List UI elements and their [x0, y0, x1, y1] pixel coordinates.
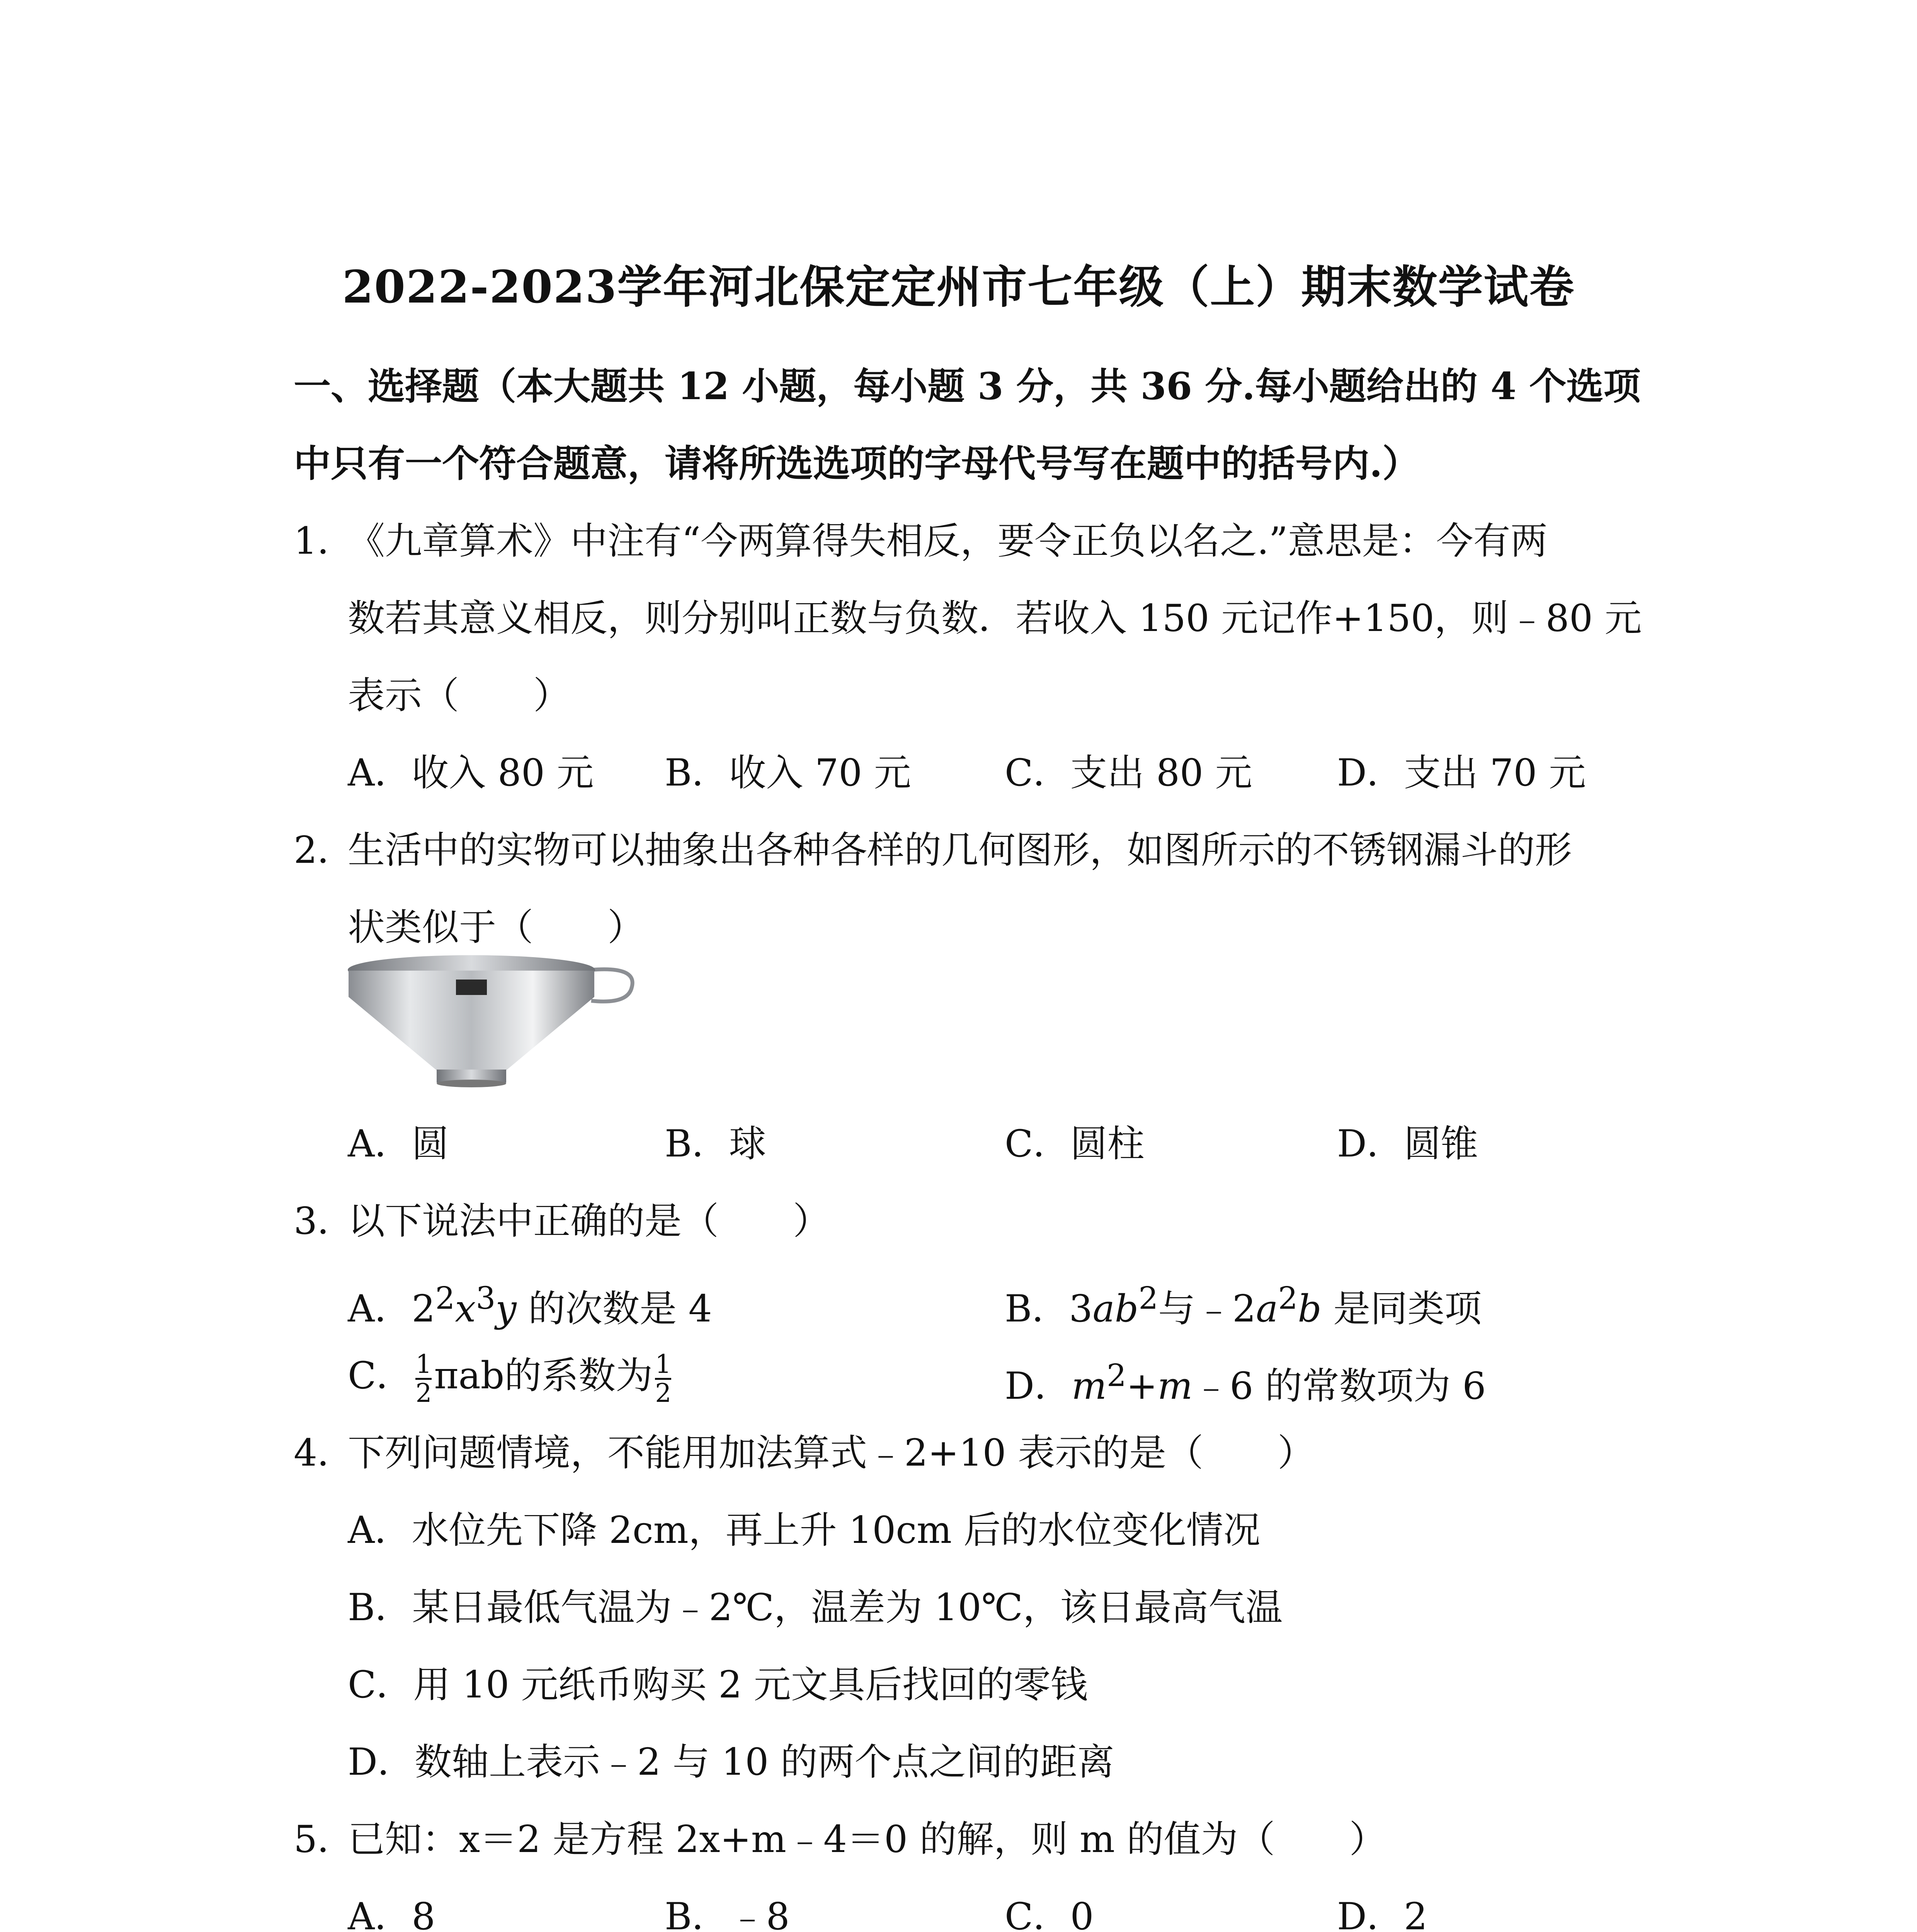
option-a: A．水位先下降 2cm，再上升 10cm 后的水位变化情况 — [348, 1509, 1260, 1552]
option-b: B．某日最低气温为﹣2℃，温差为 10℃，该日最高气温 — [348, 1586, 1283, 1629]
question-text-line: 数若其意义相反，则分别叫正数与负数．若收入 150 元记作+150，则﹣80 元 — [348, 597, 1642, 640]
option-b: B．收入 70 元 — [665, 751, 911, 794]
page-title: 2022-2023学年河北保定定州市七年级（上）期末数学试卷 — [342, 261, 1575, 313]
option-a: A．圆 — [348, 1122, 449, 1165]
option-d: D．$m^2+m﹣6$ 的常数项为 6 — [1005, 1357, 1486, 1408]
option-b: B．球 — [665, 1122, 766, 1165]
option-b: B．$3ab^2$与$﹣2a^2b$ 是同类项 — [1005, 1280, 1482, 1330]
question-text-line: 以下说法中正确的是（ ） — [348, 1199, 830, 1243]
option-c: C．支出 80 元 — [1005, 751, 1252, 794]
option-c: C．用 10 元纸币购买 2 元文具后找回的零钱 — [348, 1663, 1088, 1706]
option-b: B．﹣8 — [665, 1895, 790, 1932]
question-1 — [294, 502, 1654, 734]
question-text-line: 《九章算术》中注有“今两算得失相反，要令正负以名之.”意思是：今有两 — [348, 519, 1548, 563]
fraction: $\frac{1}{2}$ — [655, 1349, 672, 1408]
question-number: 4． — [294, 1431, 355, 1475]
option-d: D．支出 70 元 — [1337, 751, 1586, 794]
option-c: C．0 — [1005, 1895, 1094, 1932]
option-c: C．圆柱 — [1005, 1122, 1145, 1165]
option-a: A．8 — [348, 1895, 435, 1932]
question-number: 1． — [294, 519, 355, 563]
option-d: D．数轴上表示﹣2 与 10 的两个点之间的距离 — [348, 1740, 1114, 1784]
question-number: 2． — [294, 828, 355, 872]
question-text-line: 状类似于（ ） — [348, 906, 645, 949]
question-number: 5． — [294, 1818, 355, 1861]
question-3 — [294, 1182, 1654, 1260]
section-line-1: 一、选择题（本大题共 12 小题，每小题 3 分，共 36 分.每小题给出的 4 个选项 — [294, 364, 1641, 408]
option-a: A．收入 80 元 — [348, 751, 594, 794]
section-line-2: 中只有一个符合题意，请将所选选项的字母代号写在题中的括号内.） — [294, 442, 1420, 485]
option-c: C． $\frac{1}{2}$ πab的系数为 $\frac{1}{2}$ — [348, 1349, 672, 1408]
question-text-line: 表示（ ） — [348, 674, 570, 717]
option-d: D．圆锥 — [1337, 1122, 1478, 1165]
option-d: D．2 — [1337, 1895, 1428, 1932]
funnel-image — [344, 943, 653, 1105]
question-5 — [294, 1801, 1654, 1878]
question-4 — [294, 1414, 1654, 1492]
question-text-line: 下列问题情境，不能用加法算式﹣2+10 表示的是（ ） — [348, 1431, 1315, 1475]
section-heading — [294, 348, 1654, 502]
option-a: A．$2^2x^3y$ 的次数是 4 — [348, 1280, 712, 1330]
question-text-line: 生活中的实物可以抽象出各种各样的几何图形，如图所示的不锈钢漏斗的形 — [348, 828, 1572, 872]
fraction: $\frac{1}{2}$ — [415, 1349, 432, 1408]
question-text-line: 已知：x＝2 是方程 2x+m﹣4＝0 的解，则 m 的值为（ ） — [348, 1818, 1386, 1861]
question-number: 3． — [294, 1199, 355, 1243]
